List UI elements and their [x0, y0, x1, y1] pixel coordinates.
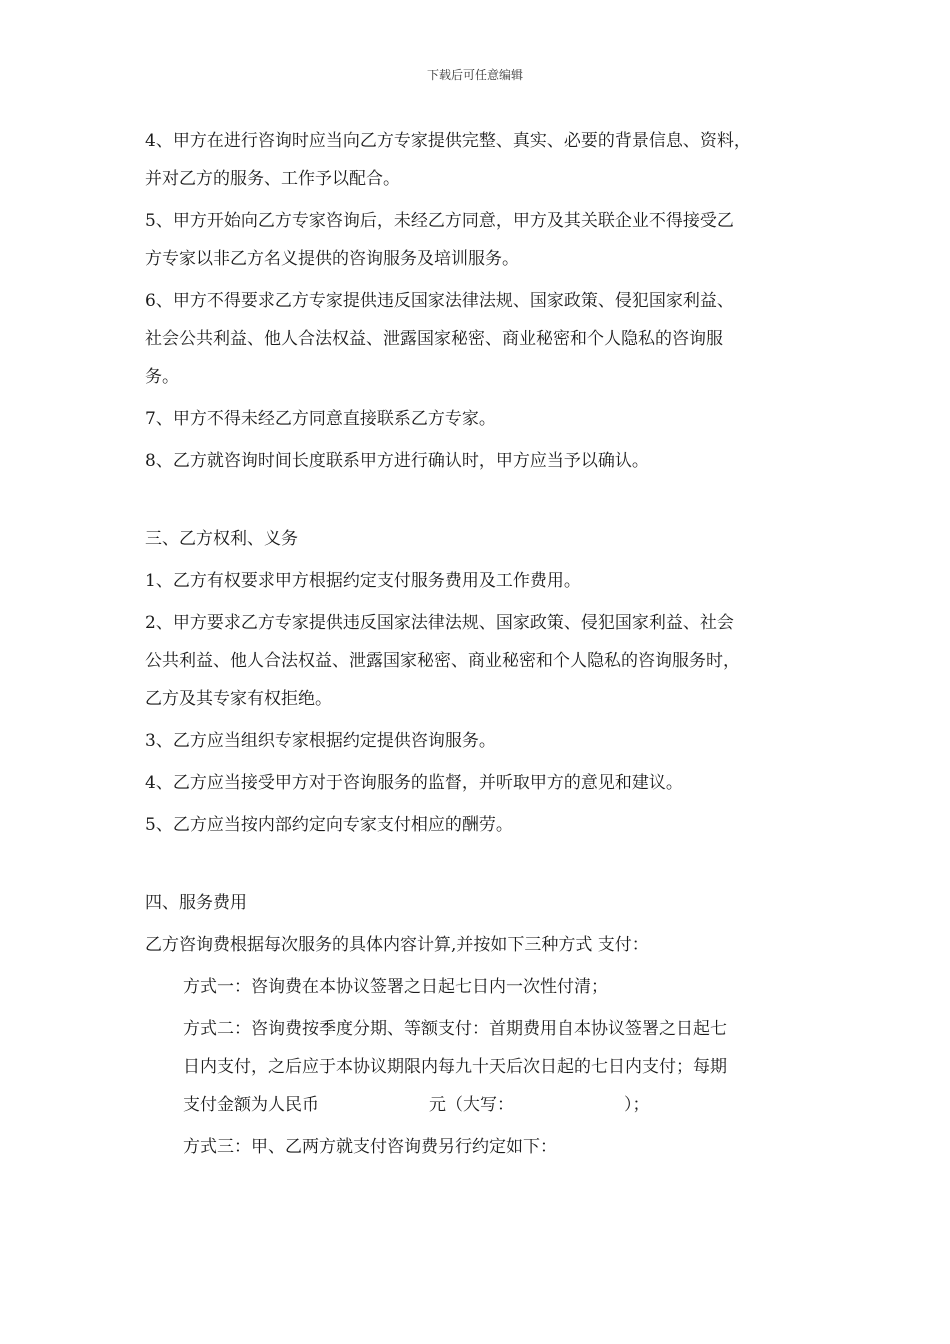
clause-a5: 5、甲方开始向乙方专家咨询后，未经乙方同意，甲方及其关联企业不得接受乙 方专家以非乙方名义提供的咨询服务及培训服务。 [145, 211, 734, 269]
payment-method-3: 方式三：甲、乙两方就支付咨询费另行约定如下： [183, 1137, 557, 1157]
fees-intro: 乙方咨询费根据每次服务的具体内容计算,并按如下三种方式 支付： [145, 935, 649, 955]
clause-b1: 1、乙方有权要求甲方根据约定支付服务费用及工作费用。 [145, 571, 581, 591]
amount-label: 支付金额为人民币 [183, 1095, 319, 1115]
clause-a4: 4、甲方在进行咨询时应当向乙方专家提供完整、真实、必要的背景信息、资料， 并对乙方的服务、工作予以配合。 [145, 131, 751, 189]
clause-b2: 2、甲方要求乙方专家提供违反国家法律法规、国家政策、侵犯国家利益、社会 公共利益、他人合法权益、泄露国家秘密、商业秘密和个人隐私的咨询服务时， 乙方及其专家有权拒绝。 [145, 613, 740, 709]
clause-a8: 8、乙方就咨询时间长度联系甲方进行确认时，甲方应当予以确认。 [145, 451, 649, 471]
payment-method-2: 方式二：咨询费按季度分期、等额支付：首期费用自本协议签署之日起七 日内支付，之后应于本协议期限内每九十天后次日起的七日内支付；每期 支付金额为人民币 元（大写： ）； [183, 1019, 727, 1115]
clause-a6: 6、甲方不得要求乙方专家提供违反国家法律法规、国家政策、侵犯国家利益、 社会公共利益、他人合法权益、泄露国家秘密、商业秘密和个人隐私的咨询服 务。 [145, 291, 734, 387]
clause-b5: 5、乙方应当按内部约定向专家支付相应的酬劳。 [145, 815, 513, 835]
document-body [145, 122, 825, 1170]
payment-method-1: 方式一：咨询费在本协议签署之日起七日内一次性付清； [183, 977, 608, 997]
clause-b3: 3、乙方应当组织专家根据约定提供咨询服务。 [145, 731, 496, 751]
section-heading-party-b-rights: 三、乙方权利、义务 [145, 529, 298, 549]
page-header-note: 下载后可任意编辑 [426, 68, 523, 82]
clause-b4: 4、乙方应当接受甲方对于咨询服务的监督，并听取甲方的意见和建议。 [145, 773, 683, 793]
section-heading-service-fees: 四、服务费用 [145, 893, 247, 913]
amount-capital-label: 元（大写： [429, 1095, 514, 1115]
clause-a7: 7、甲方不得未经乙方同意直接联系乙方专家。 [145, 409, 496, 429]
